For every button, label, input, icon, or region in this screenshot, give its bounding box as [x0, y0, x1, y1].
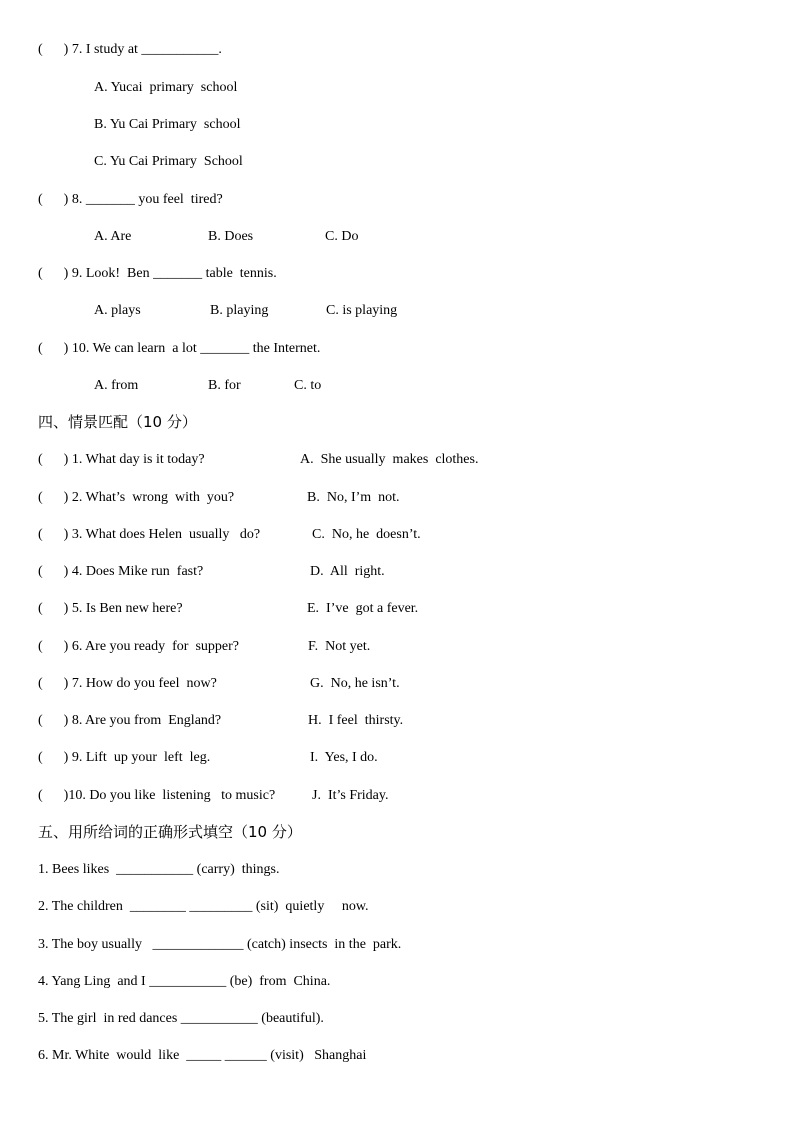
fill-blank-item: 4. Yang Ling and I ___________ (be) from China.: [38, 974, 331, 989]
fill-blank-item: 3. The boy usually _____________ (catch) insects in the park.: [38, 937, 402, 952]
match-question: ( ) 4. Does Mike run fast?: [38, 564, 204, 579]
match-answer: H. I feel thirsty.: [308, 713, 404, 728]
mc-option: B. Does: [208, 229, 254, 244]
mc-question-10: ( ) 10. We can learn a lot _______ the Internet.: [38, 341, 321, 356]
match-question: ( )10. Do you like listening to music?: [38, 788, 276, 803]
match-question: ( ) 3. What does Helen usually do?: [38, 527, 261, 542]
match-answer: B. No, I’m not.: [307, 490, 400, 505]
match-question: ( ) 8. Are you from England?: [38, 713, 222, 728]
mc-option: A. plays: [94, 303, 141, 318]
fill-blank-item: 1. Bees likes ___________ (carry) things.: [38, 862, 280, 877]
mc-option: B. playing: [210, 303, 269, 318]
mc-option: C. Yu Cai Primary School: [94, 154, 243, 169]
fill-blank-item: 2. The children ________ _________ (sit) quietly now.: [38, 899, 369, 914]
mc-option: C. Do: [325, 229, 359, 244]
match-answer: F. Not yet.: [308, 639, 371, 654]
match-answer: C. No, he doesn’t.: [312, 527, 421, 542]
match-answer: J. It’s Friday.: [312, 788, 389, 803]
fill-blank-item: 6. Mr. White would like _____ ______ (visit) Shanghai: [38, 1048, 367, 1063]
mc-option: B. for: [208, 378, 241, 393]
match-question: ( ) 7. How do you feel now?: [38, 676, 217, 691]
match-answer: E. I’ve got a fever.: [307, 601, 419, 616]
match-answer: A. She usually makes clothes.: [300, 452, 479, 467]
mc-option: C. to: [294, 378, 322, 393]
mc-question-9: ( ) 9. Look! Ben _______ table tennis.: [38, 266, 277, 281]
mc-option: A. Are: [94, 229, 132, 244]
match-question: ( ) 6. Are you ready for supper?: [38, 639, 239, 654]
match-question: ( ) 5. Is Ben new here?: [38, 601, 183, 616]
mc-option: A. from: [94, 378, 139, 393]
match-question: ( ) 2. What’s wrong with you?: [38, 490, 235, 505]
match-answer: I. Yes, I do.: [310, 750, 378, 765]
match-question: ( ) 9. Lift up your left leg.: [38, 750, 211, 765]
mc-question-7: ( ) 7. I study at ___________.: [38, 42, 222, 57]
fill-blank-item: 5. The girl in red dances ___________ (beautiful).: [38, 1011, 324, 1026]
section5-title: 五、用所给词的正确形式填空（10 分）: [38, 823, 302, 841]
mc-question-8: ( ) 8. _______ you feel tired?: [38, 192, 223, 207]
mc-option: B. Yu Cai Primary school: [94, 117, 241, 132]
match-answer: D. All right.: [310, 564, 385, 579]
mc-option: C. is playing: [326, 303, 398, 318]
section4-title: 四、情景匹配（10 分）: [38, 413, 197, 431]
match-question: ( ) 1. What day is it today?: [38, 452, 205, 467]
match-answer: G. No, he isn’t.: [310, 676, 400, 691]
mc-option: A. Yucai primary school: [94, 80, 238, 95]
